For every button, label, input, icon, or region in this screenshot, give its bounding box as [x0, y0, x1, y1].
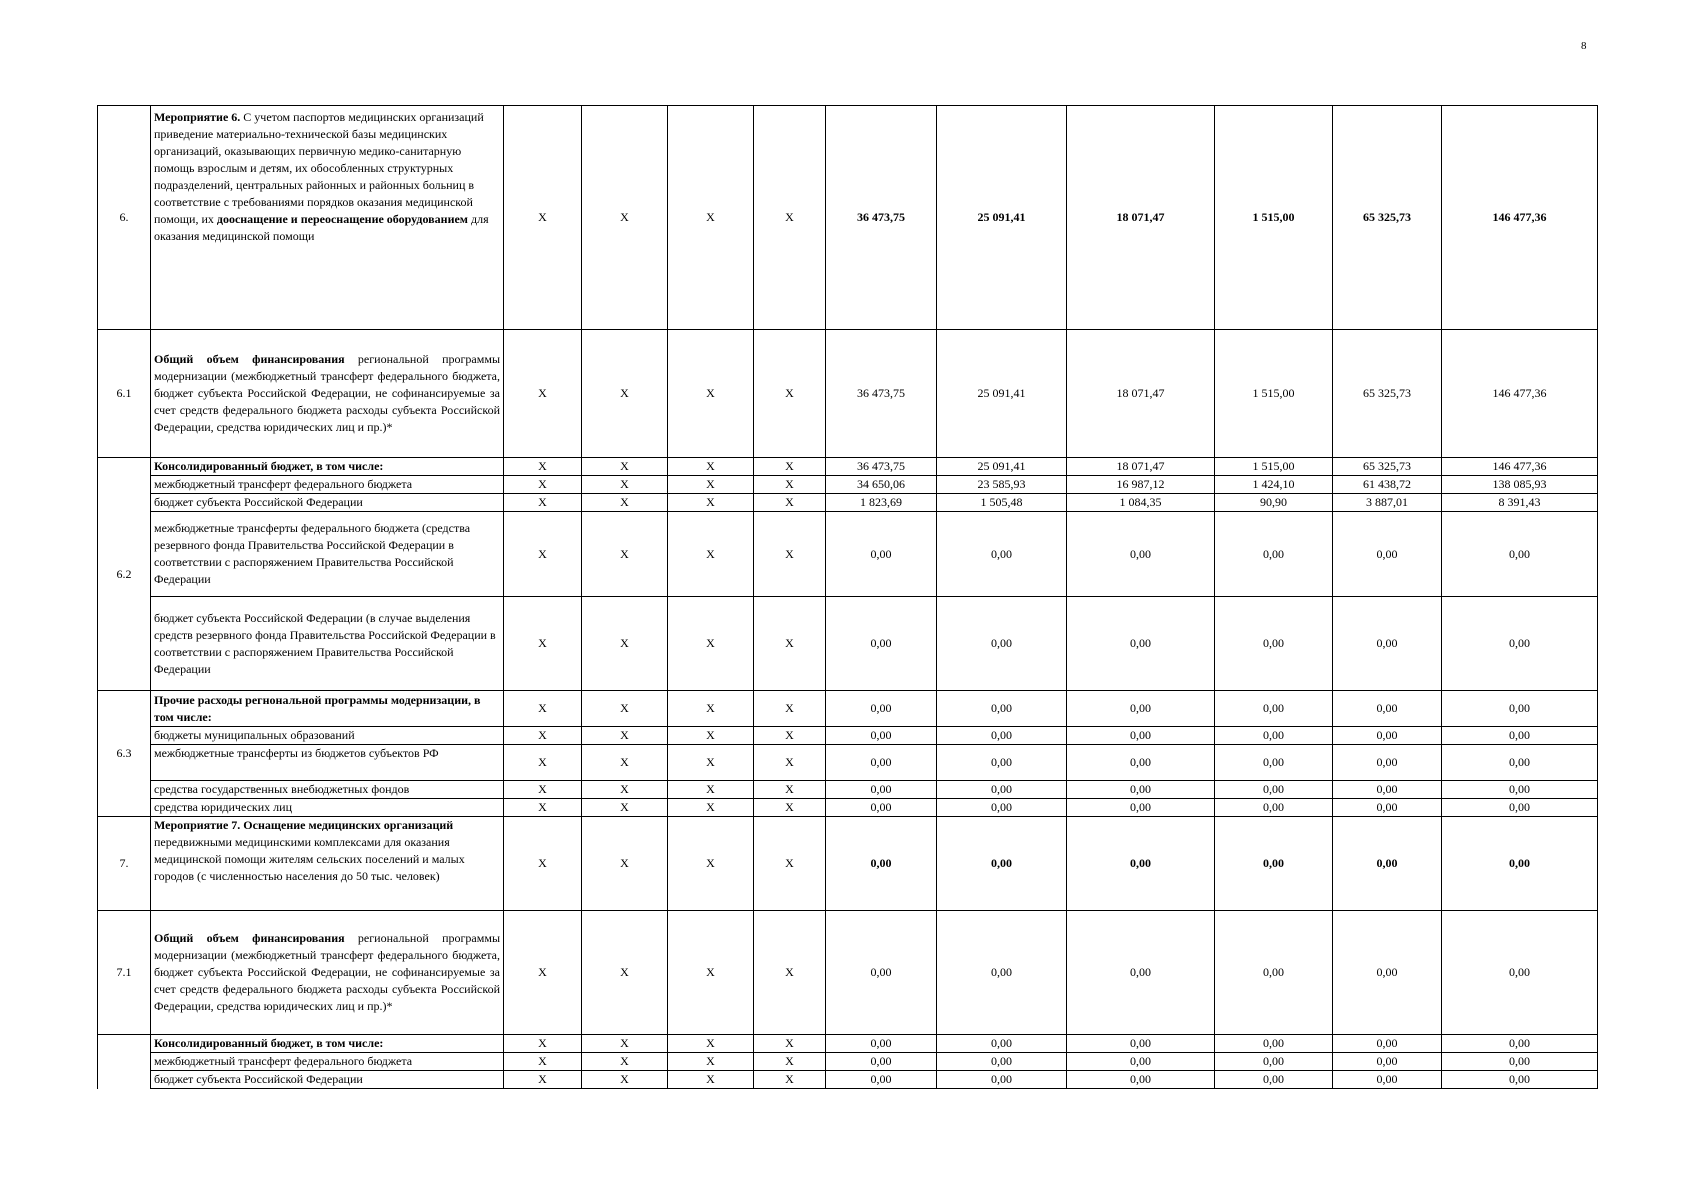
table-row [98, 106, 1598, 330]
value-cell: 16 987,12 [1067, 476, 1215, 494]
value-cell: 0,00 [937, 817, 1067, 911]
value-cell: 90,90 [1215, 494, 1333, 512]
financing-table [97, 105, 1598, 1089]
value-cell: 0,00 [826, 817, 937, 911]
value-cell: 0,00 [1442, 512, 1598, 597]
value-cell: 0,00 [937, 597, 1067, 691]
x-cell: X [668, 745, 754, 781]
value-cell: 18 071,47 [1067, 458, 1215, 476]
x-cell: X [582, 745, 668, 781]
value-cell: 0,00 [1442, 691, 1598, 727]
value-cell: 146 477,36 [1442, 106, 1598, 330]
x-cell: X [754, 727, 826, 745]
description-bold: Общий объем финансирования [154, 931, 345, 945]
x-cell: X [754, 330, 826, 458]
value-cell: 65 325,73 [1333, 330, 1442, 458]
value-cell: 18 071,47 [1067, 106, 1215, 330]
description-text: региональной программы модернизации (межбюджетный трансферт федерального бюджета, бюджет субъекта Российской Федерации, не софинансируемые за счет средств федерального бюджета расходы субъекта Российской Федерации, средства юридических лиц и пр.)* [154, 352, 501, 434]
x-cell: X [504, 512, 582, 597]
value-cell: 18 071,47 [1067, 330, 1215, 458]
value-cell: 0,00 [1215, 597, 1333, 691]
value-cell: 0,00 [1067, 691, 1215, 727]
page-number: 8 [1581, 40, 1587, 52]
value-cell: 0,00 [1333, 745, 1442, 781]
x-cell: X [504, 476, 582, 494]
row-description [151, 911, 504, 1035]
table-row [98, 597, 1598, 691]
x-cell: X [668, 106, 754, 330]
value-cell: 0,00 [826, 1071, 937, 1089]
value-cell: 1 515,00 [1215, 330, 1333, 458]
x-cell: X [754, 1071, 826, 1089]
row-description: средства юридических лиц [151, 799, 504, 817]
x-cell: X [504, 1053, 582, 1071]
x-cell: X [582, 597, 668, 691]
x-cell: X [754, 781, 826, 799]
x-cell: X [668, 691, 754, 727]
x-cell: X [582, 494, 668, 512]
table-row [98, 817, 1598, 911]
x-cell: X [504, 106, 582, 330]
row-number: 6.3 [98, 691, 151, 817]
value-cell: 1 424,10 [1215, 476, 1333, 494]
value-cell: 25 091,41 [937, 106, 1067, 330]
value-cell: 0,00 [1215, 799, 1333, 817]
description-bold: Общий объем финансирования [154, 352, 345, 366]
value-cell: 0,00 [1442, 1071, 1598, 1089]
x-cell: X [504, 781, 582, 799]
row-description: бюджеты муниципальных образований [151, 727, 504, 745]
table-row [98, 494, 1598, 512]
x-cell: X [668, 1035, 754, 1053]
value-cell: 0,00 [1067, 727, 1215, 745]
table-row [98, 745, 1598, 781]
description-bold: Мероприятие 6. [154, 110, 241, 124]
x-cell: X [582, 781, 668, 799]
x-cell: X [504, 799, 582, 817]
value-cell: 0,00 [1215, 727, 1333, 745]
value-cell: 65 325,73 [1333, 106, 1442, 330]
x-cell: X [582, 799, 668, 817]
row-description: межбюджетный трансферт федерального бюджета [151, 476, 504, 494]
value-cell: 0,00 [1442, 745, 1598, 781]
value-cell: 0,00 [1333, 597, 1442, 691]
value-cell: 0,00 [1215, 1035, 1333, 1053]
value-cell: 36 473,75 [826, 458, 937, 476]
value-cell: 34 650,06 [826, 476, 937, 494]
value-cell: 0,00 [1215, 691, 1333, 727]
value-cell: 1 823,69 [826, 494, 937, 512]
row-number: 7. [98, 817, 151, 911]
description-text: С учетом паспортов медицинских организаций приведение материально-технической базы медицинских организаций, оказывающих первичную медико-санитарную помощь взрослым и детям, их обособленных структурных подразделений, центральных районных и районных больниц в соответствие с требованиями порядков оказания медицинской помощи, их [154, 110, 484, 226]
table-row [98, 512, 1598, 597]
value-cell: 65 325,73 [1333, 458, 1442, 476]
value-cell: 25 091,41 [937, 330, 1067, 458]
x-cell: X [754, 1053, 826, 1071]
value-cell: 0,00 [1067, 512, 1215, 597]
row-description: межбюджетные трансферты из бюджетов субъектов РФ [151, 745, 504, 781]
value-cell: 0,00 [1442, 597, 1598, 691]
description-bold: дооснащение и переоснащение оборудованием [216, 212, 468, 226]
row-number: 6. [98, 106, 151, 330]
x-cell: X [754, 106, 826, 330]
table-row [98, 799, 1598, 817]
row-description: бюджет субъекта Российской Федерации [151, 1071, 504, 1089]
x-cell: X [504, 494, 582, 512]
description-text: для оказания медицинской помощи [154, 212, 489, 243]
value-cell: 0,00 [937, 727, 1067, 745]
value-cell: 0,00 [1067, 597, 1215, 691]
x-cell: X [582, 1035, 668, 1053]
value-cell: 0,00 [1333, 799, 1442, 817]
x-cell: X [668, 494, 754, 512]
value-cell: 0,00 [826, 597, 937, 691]
value-cell: 0,00 [1067, 1053, 1215, 1071]
row-description [151, 817, 504, 911]
x-cell: X [504, 727, 582, 745]
table-row [98, 1071, 1598, 1089]
x-cell: X [582, 106, 668, 330]
value-cell: 0,00 [937, 911, 1067, 1035]
x-cell: X [582, 458, 668, 476]
value-cell: 0,00 [826, 512, 937, 597]
value-cell: 0,00 [1442, 799, 1598, 817]
value-cell: 0,00 [1442, 1035, 1598, 1053]
x-cell: X [504, 691, 582, 727]
table-row [98, 911, 1598, 1035]
value-cell: 0,00 [826, 1035, 937, 1053]
value-cell: 0,00 [1333, 1035, 1442, 1053]
x-cell: X [754, 476, 826, 494]
value-cell: 1 515,00 [1215, 458, 1333, 476]
value-cell: 36 473,75 [826, 106, 937, 330]
x-cell: X [504, 330, 582, 458]
x-cell: X [668, 330, 754, 458]
x-cell: X [754, 458, 826, 476]
value-cell: 0,00 [826, 781, 937, 799]
x-cell: X [668, 817, 754, 911]
value-cell: 0,00 [937, 799, 1067, 817]
value-cell: 0,00 [826, 1053, 937, 1071]
value-cell: 0,00 [1333, 911, 1442, 1035]
x-cell: X [754, 1035, 826, 1053]
value-cell: 146 477,36 [1442, 458, 1598, 476]
x-cell: X [582, 1071, 668, 1089]
x-cell: X [668, 458, 754, 476]
table-row [98, 476, 1598, 494]
x-cell: X [754, 691, 826, 727]
row-number: 6.2 [98, 458, 151, 691]
value-cell: 0,00 [937, 1053, 1067, 1071]
x-cell: X [582, 512, 668, 597]
value-cell: 0,00 [937, 691, 1067, 727]
value-cell: 0,00 [937, 512, 1067, 597]
description-text: передвижными медицинскими комплексами для оказания медицинской помощи жителям сельских поселений и малых городов (с численностью населения до 50 тыс. человек) [154, 835, 465, 883]
value-cell: 0,00 [1442, 1053, 1598, 1071]
value-cell: 0,00 [1442, 911, 1598, 1035]
value-cell: 23 585,93 [937, 476, 1067, 494]
x-cell: X [582, 691, 668, 727]
x-cell: X [582, 1053, 668, 1071]
value-cell: 0,00 [1333, 691, 1442, 727]
value-cell: 0,00 [1067, 1071, 1215, 1089]
x-cell: X [668, 597, 754, 691]
value-cell: 0,00 [1067, 911, 1215, 1035]
value-cell: 138 085,93 [1442, 476, 1598, 494]
value-cell: 61 438,72 [1333, 476, 1442, 494]
description-bold: Консолидированный бюджет, в том числе: [154, 459, 384, 473]
description-bold: Мероприятие 7. Оснащение медицинских организаций [154, 818, 454, 832]
value-cell: 0,00 [1215, 512, 1333, 597]
value-cell: 0,00 [1333, 1071, 1442, 1089]
value-cell: 0,00 [1333, 512, 1442, 597]
x-cell: X [504, 911, 582, 1035]
x-cell: X [668, 476, 754, 494]
value-cell: 0,00 [1067, 1035, 1215, 1053]
value-cell: 25 091,41 [937, 458, 1067, 476]
row-description: средства государственных внебюджетных фондов [151, 781, 504, 799]
x-cell: X [582, 911, 668, 1035]
value-cell: 0,00 [826, 691, 937, 727]
value-cell: 1 515,00 [1215, 106, 1333, 330]
table-row [98, 1053, 1598, 1071]
row-number: 7.1 [98, 911, 151, 1035]
row-description [151, 691, 504, 727]
x-cell: X [754, 745, 826, 781]
table-row [98, 330, 1598, 458]
x-cell: X [504, 817, 582, 911]
value-cell: 0,00 [937, 781, 1067, 799]
value-cell: 0,00 [1067, 817, 1215, 911]
description-text: региональной программы модернизации (межбюджетный трансферт федерального бюджета, бюджет субъекта Российской Федерации, не софинансируемые за счет средств федерального бюджета расходы субъекта Российской Федерации, средства юридических лиц и пр.)* [154, 931, 501, 1013]
value-cell: 8 391,43 [1442, 494, 1598, 512]
x-cell: X [668, 727, 754, 745]
value-cell: 0,00 [1333, 1053, 1442, 1071]
value-cell: 0,00 [826, 799, 937, 817]
x-cell: X [668, 1053, 754, 1071]
value-cell: 0,00 [1442, 727, 1598, 745]
x-cell: X [504, 1035, 582, 1053]
value-cell: 0,00 [1215, 781, 1333, 799]
row-description [151, 1035, 504, 1053]
x-cell: X [582, 817, 668, 911]
value-cell: 36 473,75 [826, 330, 937, 458]
value-cell: 146 477,36 [1442, 330, 1598, 458]
value-cell: 0,00 [826, 745, 937, 781]
x-cell: X [582, 727, 668, 745]
table-row [98, 727, 1598, 745]
x-cell: X [754, 512, 826, 597]
description-bold: Консолидированный бюджет, в том числе: [154, 1036, 384, 1050]
row-description [151, 330, 504, 458]
value-cell: 1 505,48 [937, 494, 1067, 512]
row-description: бюджет субъекта Российской Федерации (в случае выделения средств резервного фонда Правительства Российской Федерации в соответствии с распоряжением Правительства Российской Федерации [151, 597, 504, 691]
x-cell: X [754, 597, 826, 691]
table-row [98, 691, 1598, 727]
value-cell: 0,00 [1215, 1071, 1333, 1089]
x-cell: X [504, 745, 582, 781]
value-cell: 0,00 [1333, 781, 1442, 799]
x-cell: X [754, 817, 826, 911]
x-cell: X [754, 494, 826, 512]
value-cell: 3 887,01 [1333, 494, 1442, 512]
row-description: межбюджетный трансферт федерального бюджета [151, 1053, 504, 1071]
row-number: 6.1 [98, 330, 151, 458]
x-cell: X [582, 330, 668, 458]
value-cell: 0,00 [1333, 727, 1442, 745]
x-cell: X [504, 1071, 582, 1089]
table-row [98, 781, 1598, 799]
value-cell: 0,00 [1067, 799, 1215, 817]
value-cell: 0,00 [1215, 911, 1333, 1035]
value-cell: 1 084,35 [1067, 494, 1215, 512]
value-cell: 0,00 [1067, 745, 1215, 781]
x-cell: X [668, 1071, 754, 1089]
x-cell: X [668, 512, 754, 597]
x-cell: X [668, 911, 754, 1035]
row-description [151, 458, 504, 476]
table-row [98, 1035, 1598, 1053]
description-bold: Прочие расходы регнональной программы модернизации, в том числе: [154, 692, 481, 724]
value-cell: 0,00 [1442, 781, 1598, 799]
value-cell: 0,00 [1215, 745, 1333, 781]
x-cell: X [582, 476, 668, 494]
value-cell: 0,00 [1067, 781, 1215, 799]
x-cell: X [504, 597, 582, 691]
x-cell: X [668, 781, 754, 799]
row-description: бюджет субъекта Российской Федерации [151, 494, 504, 512]
value-cell: 0,00 [937, 1071, 1067, 1089]
value-cell: 0,00 [1442, 817, 1598, 911]
value-cell: 0,00 [826, 911, 937, 1035]
value-cell: 0,00 [1333, 817, 1442, 911]
value-cell: 0,00 [826, 727, 937, 745]
table-row [98, 458, 1598, 476]
x-cell: X [754, 911, 826, 1035]
x-cell: X [504, 458, 582, 476]
x-cell: X [754, 799, 826, 817]
row-description: межбюджетные трансферты федерального бюджета (средства резервного фонда Правительства Российской Федерации в соответствии с распоряжением Правительства Российской Федерации [151, 512, 504, 597]
value-cell: 0,00 [1215, 1053, 1333, 1071]
value-cell: 0,00 [1215, 817, 1333, 911]
row-description [151, 106, 504, 330]
x-cell: X [668, 799, 754, 817]
row-number-empty [98, 1035, 151, 1089]
value-cell: 0,00 [937, 745, 1067, 781]
value-cell: 0,00 [937, 1035, 1067, 1053]
